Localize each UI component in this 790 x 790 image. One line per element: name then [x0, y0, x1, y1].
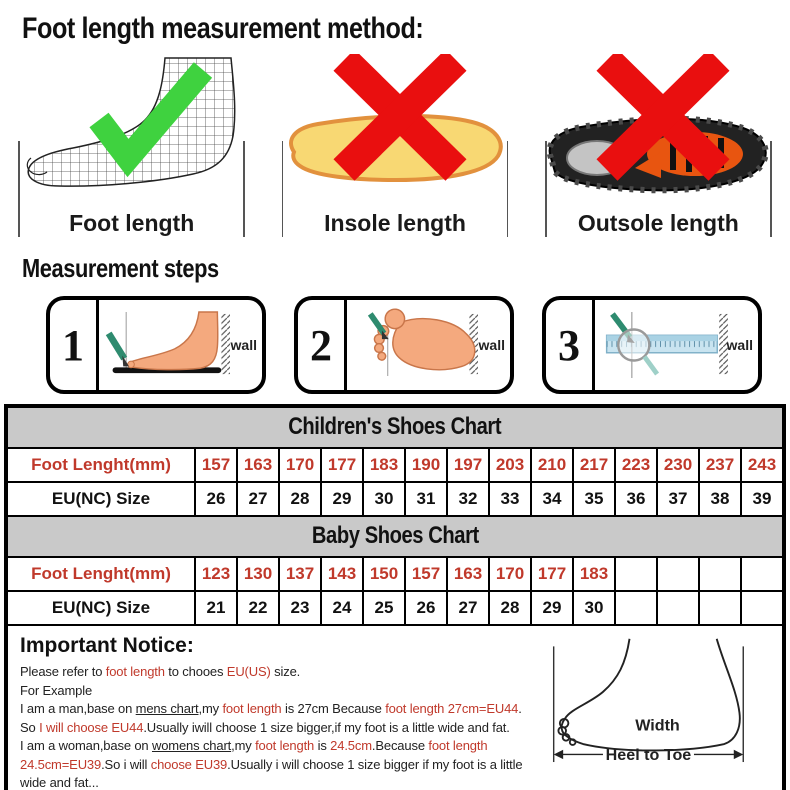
method-item-outsole-length	[527, 54, 790, 246]
method-item-insole-length	[263, 54, 526, 246]
table-cell: 39	[740, 483, 782, 517]
step-box-3	[542, 296, 762, 394]
row-label-foot-length: Foot Lenght(mm)	[8, 558, 194, 592]
table-cell	[656, 592, 698, 626]
table-cell: 28	[488, 592, 530, 626]
table-cell: 163	[446, 558, 488, 592]
text-segment: I am a woman,base on	[20, 738, 152, 753]
text-segment: wide and fat...	[20, 775, 99, 790]
steps-heading-text: Measurement steps	[22, 253, 219, 283]
table-cell	[614, 558, 656, 592]
row-label-eu-size: EU(NC) Size	[8, 592, 194, 626]
table-cell: 177	[320, 449, 362, 483]
method-row	[0, 54, 790, 246]
baby-foot-length-row	[8, 558, 782, 592]
table-cell	[698, 592, 740, 626]
notice-line	[20, 737, 548, 756]
table-cell: 36	[614, 483, 656, 517]
table-cell: 157	[194, 449, 236, 483]
text-segment: is	[314, 738, 331, 753]
steps-heading	[22, 254, 790, 282]
baby-chart-title-text: Baby Shoes Chart	[311, 522, 479, 549]
method-label	[545, 204, 771, 237]
text-segment: .Usually iwill choose 1 size bigger,if my foot is a little wide and fat.	[143, 719, 510, 735]
table-cell: 230	[656, 449, 698, 483]
table-cell: 35	[572, 483, 614, 517]
table-cell: 37	[656, 483, 698, 517]
step-box-1	[46, 296, 266, 394]
children-chart-title-text: Children's Shoes Chart	[288, 413, 502, 440]
text-segment: 24.5cm	[330, 738, 372, 753]
text-segment: to chooes	[164, 664, 227, 679]
table-cell: 130	[236, 558, 278, 592]
table-cell: 26	[404, 592, 446, 626]
table-cell: 243	[740, 449, 782, 483]
baby-eu-size-row	[8, 592, 782, 626]
children-eu-size-row	[8, 483, 782, 517]
method-label-text: Insole length	[324, 210, 466, 236]
step-number: 3	[546, 300, 595, 390]
table-cell: 27	[236, 483, 278, 517]
notice-line	[20, 774, 548, 790]
wall-label: wall	[230, 337, 257, 353]
step-number: 2	[298, 300, 347, 390]
text-segment: foot length	[428, 738, 488, 753]
text-segment: mens chart	[135, 701, 199, 716]
notice-line	[20, 700, 548, 719]
method-label-text: Outsole length	[577, 210, 739, 236]
table-cell: 217	[572, 449, 614, 483]
table-cell: 123	[194, 558, 236, 592]
insole-illustration	[270, 54, 520, 204]
text-segment: I am a man,base on	[20, 701, 136, 716]
row-label-foot-length: Foot Lenght(mm)	[8, 449, 194, 483]
text-segment: ,my	[198, 701, 223, 716]
table-cell: 23	[278, 592, 320, 626]
notice-line	[20, 719, 548, 738]
children-foot-length-row	[8, 449, 782, 483]
text-segment: foot length	[255, 738, 315, 753]
table-cell: 203	[488, 449, 530, 483]
table-cell: 28	[278, 483, 320, 517]
method-label	[18, 204, 244, 237]
step-number: 1	[50, 300, 99, 390]
table-cell: 27	[446, 592, 488, 626]
step-box-2	[294, 296, 514, 394]
table-cell: 26	[194, 483, 236, 517]
wall-hatch	[221, 314, 230, 374]
table-cell: 183	[362, 449, 404, 483]
wall-label: wall	[726, 337, 753, 353]
text-segment: 24.5cm=EU39	[20, 756, 102, 772]
foot-diagram-column	[548, 626, 782, 790]
table-cell: 157	[404, 558, 446, 592]
table-cell: 21	[194, 592, 236, 626]
table-cell	[740, 592, 782, 626]
text-segment: foot length	[222, 701, 282, 716]
notice-line	[20, 756, 548, 775]
width-label: Width	[635, 716, 680, 735]
foot-size-diagram	[548, 634, 766, 782]
table-cell	[656, 558, 698, 592]
foot-side-path	[128, 312, 218, 370]
heel-to-toe-label: Heel to Toe	[605, 746, 692, 765]
table-cell: 22	[236, 592, 278, 626]
method-label-text: Foot length	[69, 210, 195, 236]
children-chart-title	[8, 408, 782, 449]
baby-chart-title	[8, 517, 782, 558]
table-cell: 163	[236, 449, 278, 483]
page-title-text: Foot length measurement method:	[22, 12, 424, 45]
table-cell	[740, 558, 782, 592]
text-segment: size.	[270, 664, 301, 679]
table-cell: 34	[530, 483, 572, 517]
text-segment: .Usually i will choose 1 size bigger if my foot is a little	[227, 756, 523, 772]
text-segment: .Because	[371, 738, 429, 753]
page-title	[22, 12, 790, 46]
table-cell: 223	[614, 449, 656, 483]
notice-line	[20, 682, 548, 701]
method-item-foot-length	[0, 54, 263, 246]
notice-text-column	[8, 626, 548, 790]
important-notice-section	[8, 626, 782, 790]
text-segment: foot length 27cm=EU44	[385, 701, 519, 716]
method-label	[282, 204, 508, 237]
table-cell: 237	[698, 449, 740, 483]
table-cell: 24	[320, 592, 362, 626]
table-cell: 150	[362, 558, 404, 592]
text-segment: For Example	[20, 682, 93, 698]
table-cell: 183	[572, 558, 614, 592]
table-cell: 190	[404, 449, 446, 483]
table-cell: 177	[530, 558, 572, 592]
text-segment: EU(US)	[226, 664, 271, 679]
table-cell: 137	[278, 558, 320, 592]
table-cell: 31	[404, 483, 446, 517]
outsole-illustration	[533, 54, 783, 204]
row-label-eu-size: EU(NC) Size	[8, 483, 194, 517]
text-segment: Please refer to	[20, 664, 106, 679]
foot-wireframe-illustration	[7, 54, 257, 204]
table-cell: 197	[446, 449, 488, 483]
table-cell: 38	[698, 483, 740, 517]
table-cell: 25	[362, 592, 404, 626]
table-cell: 143	[320, 558, 362, 592]
table-cell: 33	[488, 483, 530, 517]
size-chart-table	[4, 404, 786, 790]
table-cell: 30	[362, 483, 404, 517]
table-cell: 32	[446, 483, 488, 517]
text-segment: foot length	[105, 664, 165, 679]
table-cell	[698, 558, 740, 592]
table-cell	[614, 592, 656, 626]
text-segment: choose EU39	[150, 756, 228, 772]
text-segment: .So i will	[101, 756, 151, 772]
text-segment: .	[518, 701, 522, 716]
table-cell: 170	[488, 558, 530, 592]
table-cell: 170	[278, 449, 320, 483]
text-segment: I will choose EU44	[39, 719, 144, 735]
table-cell: 30	[572, 592, 614, 626]
table-cell: 210	[530, 449, 572, 483]
text-segment: womens chart	[151, 738, 232, 753]
steps-row	[46, 296, 790, 394]
notice-heading: Important Notice:	[20, 634, 194, 657]
text-segment: is 27cm Because	[281, 701, 386, 716]
text-segment: ,my	[231, 738, 256, 753]
wall-label: wall	[478, 337, 505, 353]
table-cell: 29	[530, 592, 572, 626]
text-segment: So	[20, 719, 40, 735]
table-cell: 29	[320, 483, 362, 517]
notice-line	[20, 663, 548, 682]
